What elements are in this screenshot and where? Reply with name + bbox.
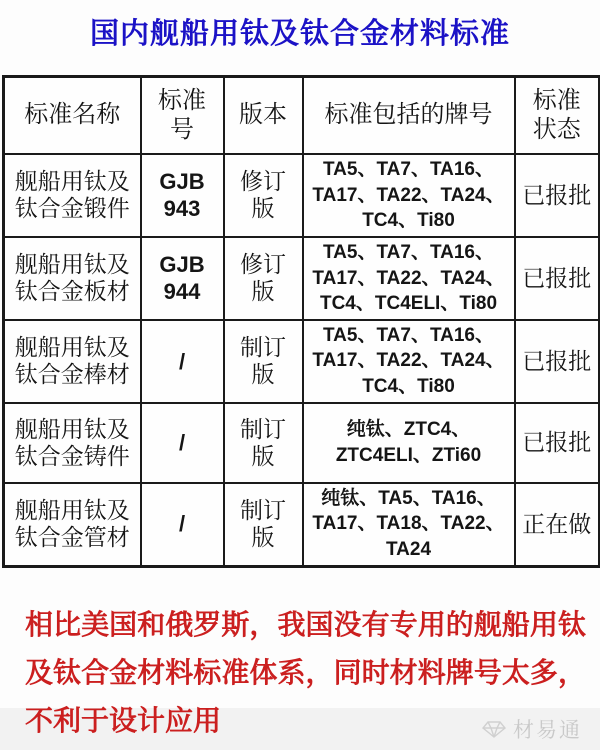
header-status: 标准状态 [515,77,600,155]
header-version: 版本 [224,77,303,155]
status-cell: 已报批 [515,403,600,483]
std-number-cell: / [141,403,224,483]
grades-cell: TA5、TA7、TA16、TA17、TA22、TA24、TC4、TC4ELI、Ti80 [303,237,515,320]
table-row [4,403,600,483]
std-name-cell: 舰船用钛及钛合金铸件 [4,403,141,483]
table-row [4,237,600,320]
grades-cell: 纯钛、TA5、TA16、TA17、TA18、TA22、TA24 [303,483,515,566]
note-paragraph: 相比美国和俄罗斯，我国没有专用的舰船用钛及钛合金材料标准体系，同时材料牌号太多，不利于设计应用 [25,608,586,736]
standards-table [2,75,600,568]
std-number-cell: GJB 944 [141,237,224,320]
status-cell: 正在做 [515,483,600,566]
watermark-label: 材易通 [513,719,582,742]
table-row [4,483,600,566]
page [0,11,600,750]
version-cell: 制订版 [224,320,303,403]
status-cell: 已报批 [515,320,600,403]
std-number-cell: GJB 943 [141,154,224,237]
status-cell: 已报批 [515,154,600,237]
grades-cell: TA5、TA7、TA16、TA17、TA22、TA24、TC4、Ti80 [303,154,515,237]
std-number-cell: / [141,320,224,403]
table-row [4,154,600,237]
header-grades: 标准包括的牌号 [303,77,515,155]
version-cell: 修订版 [224,154,303,237]
version-cell: 制订版 [224,483,303,566]
grades-cell: TA5、TA7、TA16、TA17、TA22、TA24、TC4、Ti80 [303,320,515,403]
page-title: 国内舰船用钛及钛合金材料标准 [89,18,510,50]
header-standard-number: 标准号 [141,77,224,155]
grades-cell: 纯钛、ZTC4、ZTC4ELI、ZTi60 [303,403,515,483]
status-cell: 已报批 [515,237,600,320]
header-standard-name: 标准名称 [4,77,141,155]
std-name-cell: 舰船用钛及钛合金板材 [4,237,141,320]
std-name-cell: 舰船用钛及钛合金管材 [4,483,141,566]
version-cell: 制订版 [224,403,303,483]
table-header-row [4,77,600,155]
table-row [4,320,600,403]
std-name-cell: 舰船用钛及钛合金棒材 [4,320,141,403]
std-name-cell: 舰船用钛及钛合金锻件 [4,154,141,237]
std-number-cell: / [141,483,224,566]
version-cell: 修订版 [224,237,303,320]
